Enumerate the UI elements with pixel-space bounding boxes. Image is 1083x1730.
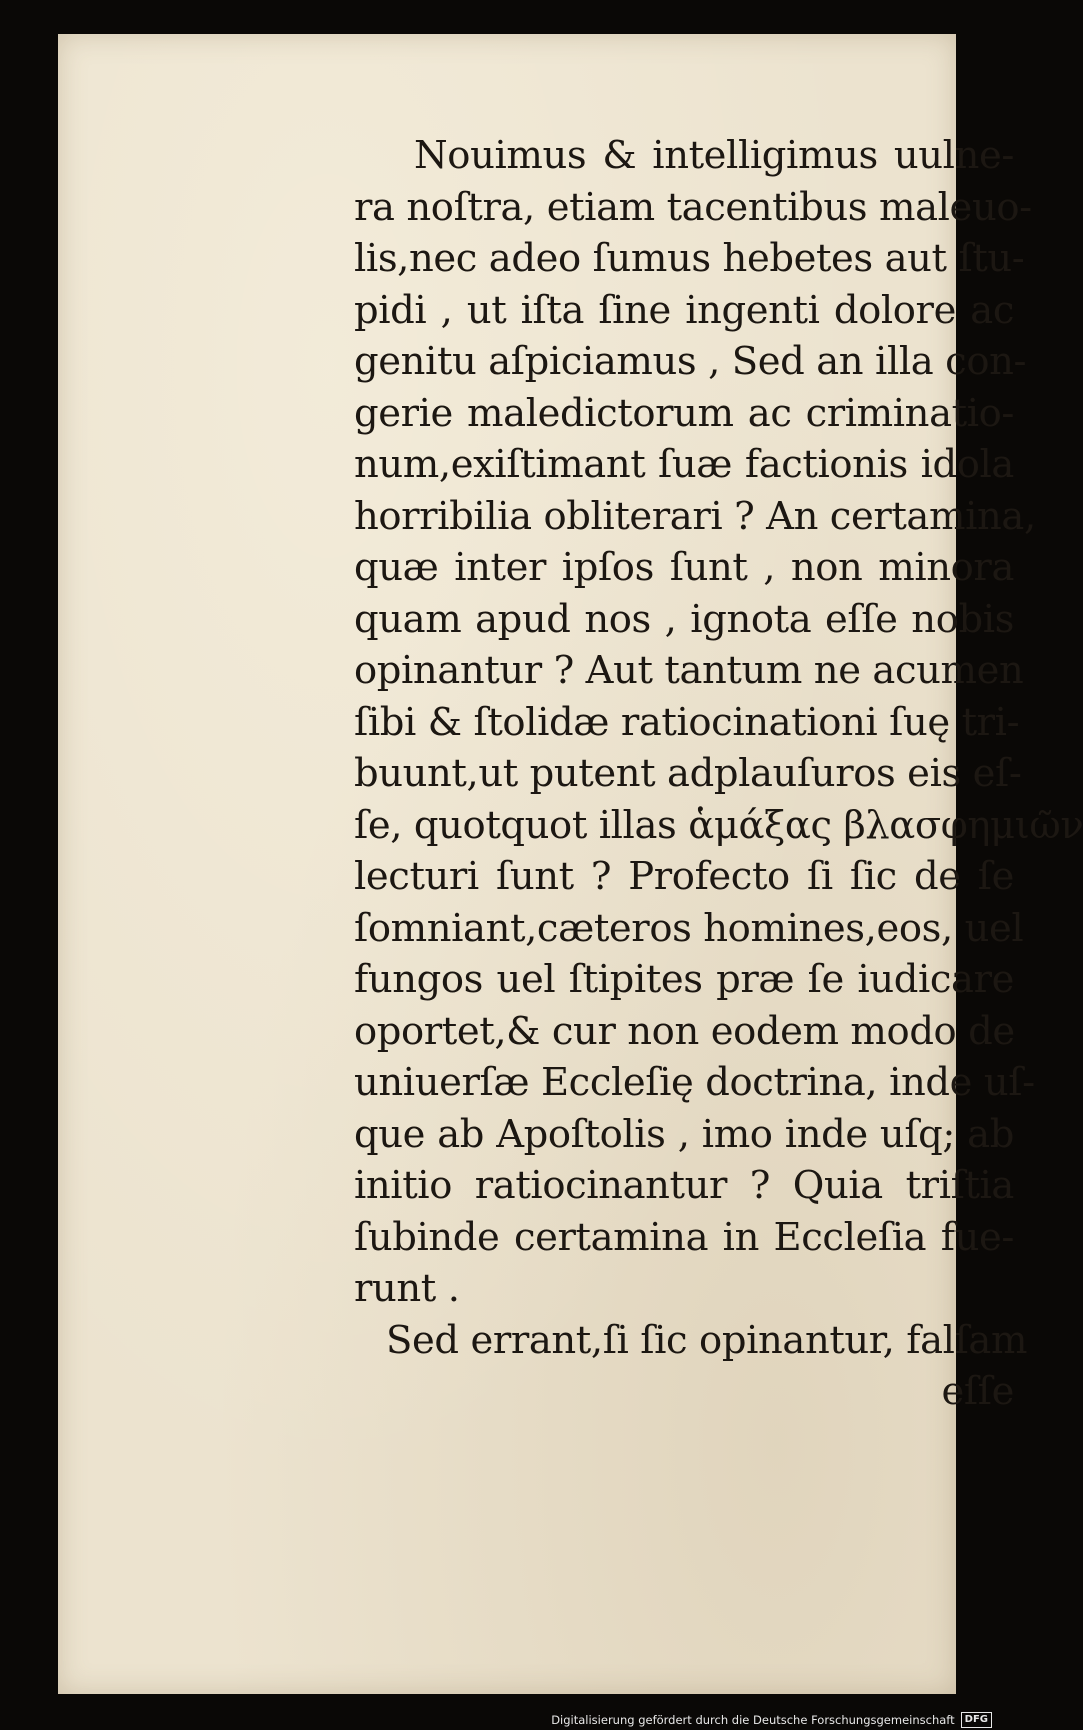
text-line: initio ratiocinantur ? Quia triſtia (354, 1163, 1014, 1208)
text-line: Sed errant,ſi ſic opinantur, falſam (386, 1317, 1028, 1363)
text-line: eſſe (941, 1369, 1014, 1414)
text-line: ſibi & ſtolidæ ratiocinationi ſuę tri- (354, 699, 1020, 745)
text-line: runt . (354, 1266, 460, 1311)
text-line: uniuerſæ Eccleſię doctrina, inde uſ- (354, 1060, 1035, 1105)
text-line: oportet,& cur non eodem modo de (354, 1008, 1015, 1054)
digitization-credit (551, 1712, 992, 1728)
text-line: pidi , ut iſta ſine ingenti dolore ac (354, 287, 1014, 333)
credit-text: Digitalisierung gefördert durch die Deutsche Forschungsgemeinschaft (551, 1713, 955, 1727)
text-line: horribilia obliterari ? An certamina, (354, 493, 1036, 539)
text-line: lis,nec adeo ſumus hebetes aut ſtu- (354, 236, 1025, 281)
book-page (58, 34, 1083, 1694)
page-text (354, 130, 1083, 1418)
text-line: buunt,ut putent adplauſuros eis eſ- (354, 751, 1022, 796)
text-line: que ab Apoſtolis , imo inde uſq; ab (354, 1111, 1014, 1157)
text-line: fungos uel ſtipites præ ſe iudicare (354, 957, 1014, 1002)
text-line: quæ inter ipſos ſunt , non minora (354, 545, 1014, 590)
text-line: ſubinde certamina in Eccleſia fue- (354, 1214, 1014, 1260)
text-line: opinantur ? Aut tantum ne acumen (354, 648, 1024, 693)
text-line: ra noſtra, etiam tacentibus maleuo- (354, 184, 1032, 230)
dfg-logo: DFG (961, 1712, 992, 1728)
text-line: num,exiſtimant ſuæ factionis idola (354, 442, 1014, 487)
text-line: lecturi ſunt ? Profecto ſi ſic de ſe (354, 854, 1014, 899)
text-line: gerie maledictorum ac criminatio- (354, 390, 1014, 436)
text-line: quam apud nos , ignota eſſe nobis (354, 596, 1014, 642)
text-line: genitu aſpiciamus , Sed an illa con- (354, 339, 1027, 384)
text-line: Nouimus & intelligimus uulne- (414, 133, 1014, 178)
text-line: ſe, quotquot illas ἁμάξας βλασφημιῶν (354, 802, 1083, 848)
text-line: ſomniant,cæteros homines,eos, uel (354, 905, 1024, 951)
